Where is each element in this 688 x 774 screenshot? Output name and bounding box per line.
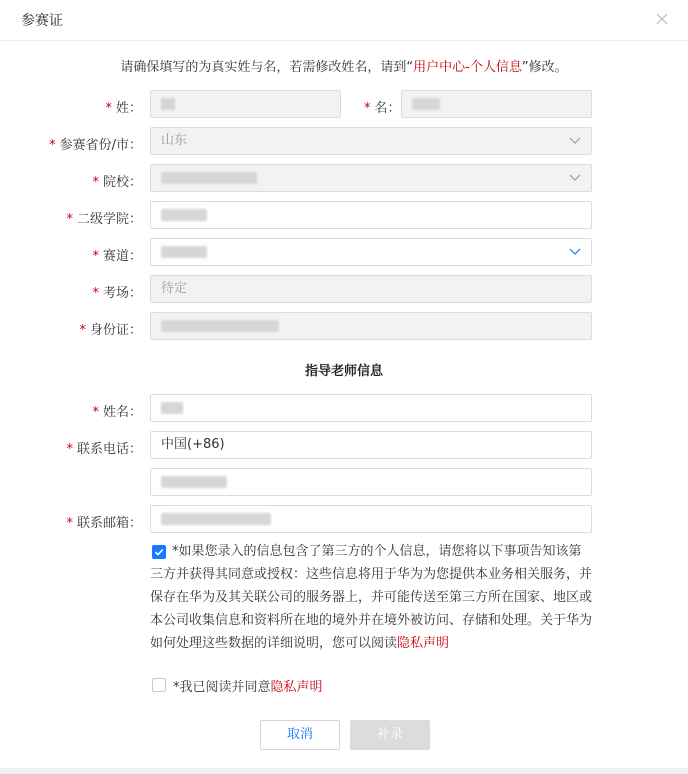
college-input[interactable]	[150, 201, 592, 229]
surname-label: * 姓：	[105, 101, 142, 116]
masked-value	[161, 320, 279, 332]
chevron-down-icon	[569, 174, 581, 182]
masked-value	[161, 172, 257, 184]
given-name-label: * 名：	[364, 101, 401, 116]
submit-button[interactable]: 补录	[350, 720, 430, 750]
agree-text	[173, 676, 323, 695]
phone-country-value: 中国(+86)	[161, 437, 225, 452]
id-card-row	[0, 312, 688, 342]
province-select[interactable]	[150, 127, 592, 155]
chevron-down-icon	[569, 137, 581, 145]
masked-value	[161, 402, 183, 414]
masked-value	[161, 513, 271, 525]
given-name-input[interactable]	[401, 90, 592, 118]
college-label: * 二级学院：	[66, 212, 142, 227]
name-row	[0, 90, 688, 120]
province-value: 山东	[161, 133, 188, 148]
dialog-title: 参赛证	[21, 13, 63, 29]
agree-checkbox[interactable]	[152, 678, 166, 692]
id-card-label: * 身份证：	[79, 323, 142, 338]
teacher-email-row	[0, 505, 688, 535]
phone-country-select[interactable]	[150, 431, 592, 459]
masked-value	[161, 98, 175, 110]
exam-site-row	[0, 275, 688, 305]
agree-privacy-link[interactable]: 隐私声明	[270, 680, 323, 695]
masked-value	[161, 246, 207, 258]
dialog-header	[0, 0, 688, 41]
surname-input[interactable]	[150, 90, 341, 118]
province-row	[0, 127, 688, 157]
track-row	[0, 238, 688, 268]
teacher-section-title: 指导老师信息	[304, 364, 383, 379]
teacher-phone-row	[0, 431, 688, 461]
phone-number-input[interactable]	[150, 468, 592, 496]
teacher-name-row	[0, 394, 688, 424]
close-icon[interactable]	[652, 9, 672, 29]
name-notice	[0, 56, 688, 75]
masked-value	[412, 98, 440, 110]
exam-site-value: 待定	[161, 281, 188, 296]
school-select[interactable]	[150, 164, 592, 192]
consent-privacy-link[interactable]: 隐私声明	[397, 636, 450, 651]
track-select[interactable]	[150, 238, 592, 266]
track-label: * 赛道：	[92, 249, 142, 264]
province-label: * 参赛省份/市：	[49, 138, 142, 153]
school-row	[0, 164, 688, 194]
teacher-email-label: * 联系邮箱：	[66, 516, 142, 531]
notice-prefix: 请确保填写的为真实姓与名，若需修改姓名，请到“	[120, 60, 414, 75]
exam-site-label: * 考场：	[92, 286, 142, 301]
chevron-down-icon	[569, 248, 581, 256]
teacher-phone-label: * 联系电话：	[66, 442, 142, 457]
exam-site-input[interactable]	[150, 275, 592, 303]
consent-body: *如果您录入的信息包含了第三方的个人信息，请您将以下事项告知该第三方并获得其同意或授权：这些信息将用于华为为您提供本业务相关服务，并保存在华为及其关联公司的服务器上，并可能传送至第三方所在国家、地区或本公司收集信息和资料所在地的境外并在境外被访问、存储和处理。关于华为如何处理这些数据的详细说明，您可以阅读	[150, 544, 593, 651]
bottom-strip	[0, 768, 688, 774]
teacher-name-label: * 姓名：	[92, 405, 142, 420]
id-card-input[interactable]	[150, 312, 592, 340]
notice-suffix: ”修改。	[521, 60, 568, 75]
cancel-button[interactable]: 取消	[260, 720, 340, 750]
teacher-email-input[interactable]	[150, 505, 592, 533]
school-label: * 院校：	[92, 175, 142, 190]
teacher-name-input[interactable]	[150, 394, 592, 422]
agree-prefix: *我已阅读并同意	[173, 680, 271, 695]
masked-value	[161, 476, 227, 488]
college-row	[0, 201, 688, 231]
consent-text	[150, 540, 593, 655]
user-center-link[interactable]: 用户中心-个人信息	[413, 60, 522, 75]
masked-value	[161, 209, 207, 221]
